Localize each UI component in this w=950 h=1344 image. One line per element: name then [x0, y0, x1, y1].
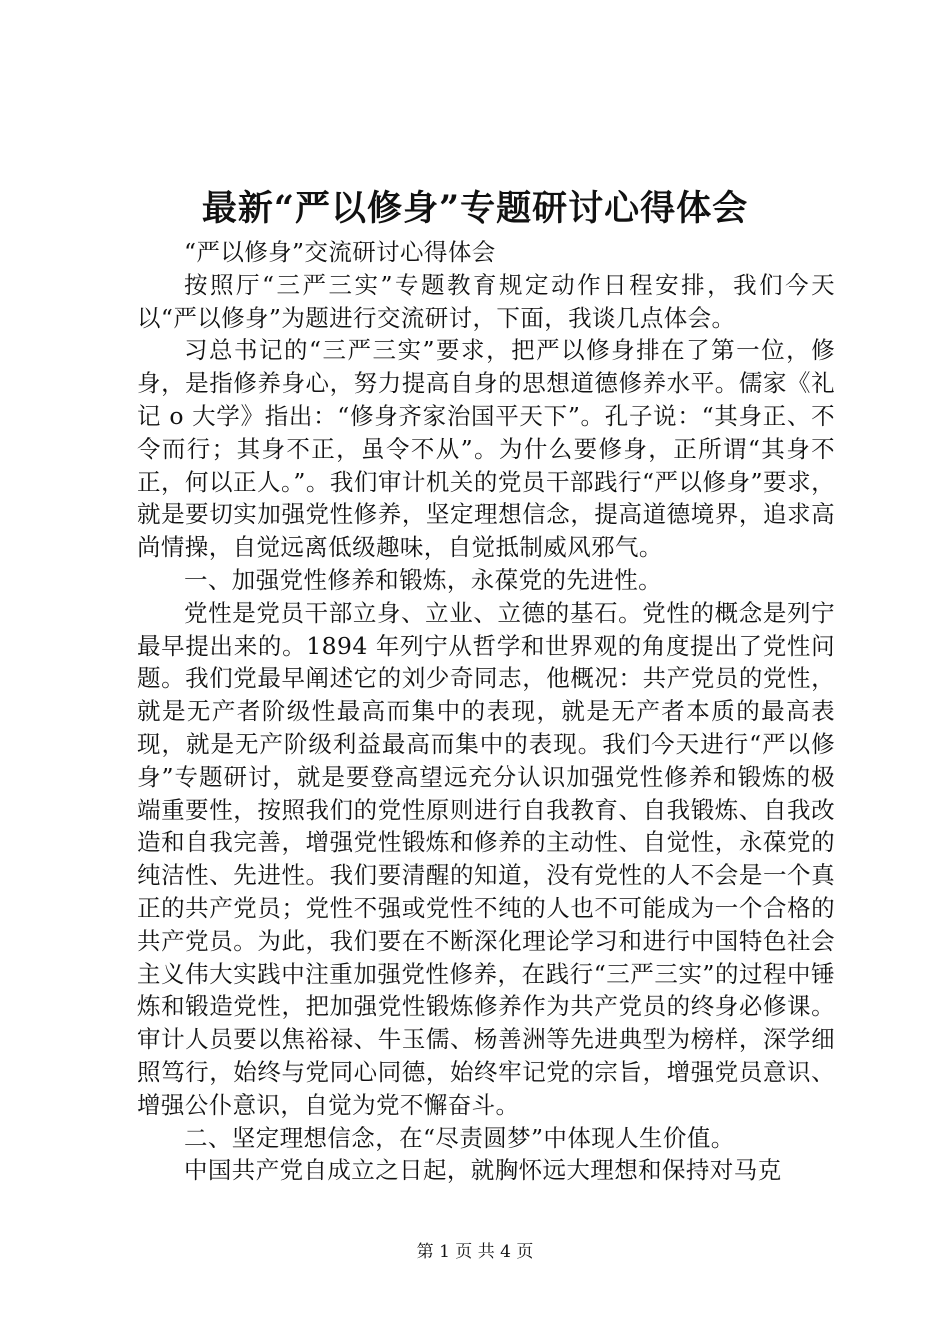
- section-heading-2: 二、坚定理想信念，在“尽责圆梦”中体现人生价值。: [184, 1123, 735, 1152]
- page-footer: 第 1 页 共 4 页: [416, 1242, 534, 1262]
- document-body: [137, 236, 835, 1187]
- body-paragraph: 中国共产党自成立之日起，就胸怀远大理想和保持对马克: [184, 1156, 782, 1185]
- section-heading-1: 一、加强党性修养和锻炼，永葆党的先进性。: [184, 565, 662, 594]
- document-title: 最新“严以修身”专题研讨心得体会: [201, 188, 749, 229]
- body-paragraph: 党性是党员干部立身、立业、立德的基石。党性的概念是列宁最早提出来的。1894 年列宁从哲学和世界观的角度提出了党性问题。我们党最早阐述它的刘少奇同志，他概况：共产党员的党性，就是无产者阶级性最高而集中的表现，就是无产者本质的最高表现，就是无产阶级利益最高而集中的表现。我们今天进行“严以修身”专题研讨，就是要登高望远充分认识加强党性修养和锻炼的极端重要性，按照我们的党性原则进行自我教育、自我锻炼、自我改造和自我完善，增强党性锻炼和修养的主动性、自觉性，永葆党的纯洁性、先进性。我们要清醒的知道，没有党性的人不会是一个真正的共产党员；党性不强或党性不纯的人也不可能成为一个合格的共产党员。为此，我们要在不断深化理论学习和进行中国特色社会主义伟大实践中注重加强党性修养，在践行“三严三实”的过程中锤炼和锻造党性，把加强党性锻炼修养作为共产党员的终身必修课。审计人员要以焦裕禄、牛玉儒、杨善洲等先进典型为榜样，深学细照笃行，始终与党同心同德，始终牢记党的宗旨，增强党员意识、增强公仆意识，自觉为党不懈奋斗。: [137, 598, 835, 1119]
- body-paragraph: 习总书记的“三严三实”要求，把严以修身排在了第一位，修身，是指修养身心，努力提高自身的思想道德修养水平。儒家《礼记 o 大学》指出：“修身齐家治国平天下”。孔子说：“其身正、不令而行；其身不正，虽令不从”。为什么要修身，正所谓“其身不正，何以正人。”。我们审计机关的党员干部践行“严以修身”要求，就是要切实加强党性修养，坚定理想信念，提高道德境界，追求高尚情操，自觉远离低级趣味，自觉抵制威风邪气。: [137, 336, 835, 562]
- intro-paragraph: 按照厅“三严三实”专题教育规定动作日程安排，我们今天以“严以修身”为题进行交流研讨，下面，我谈几点体会。: [137, 270, 835, 332]
- subtitle-paragraph: “严以修身”交流研讨心得体会: [184, 238, 496, 266]
